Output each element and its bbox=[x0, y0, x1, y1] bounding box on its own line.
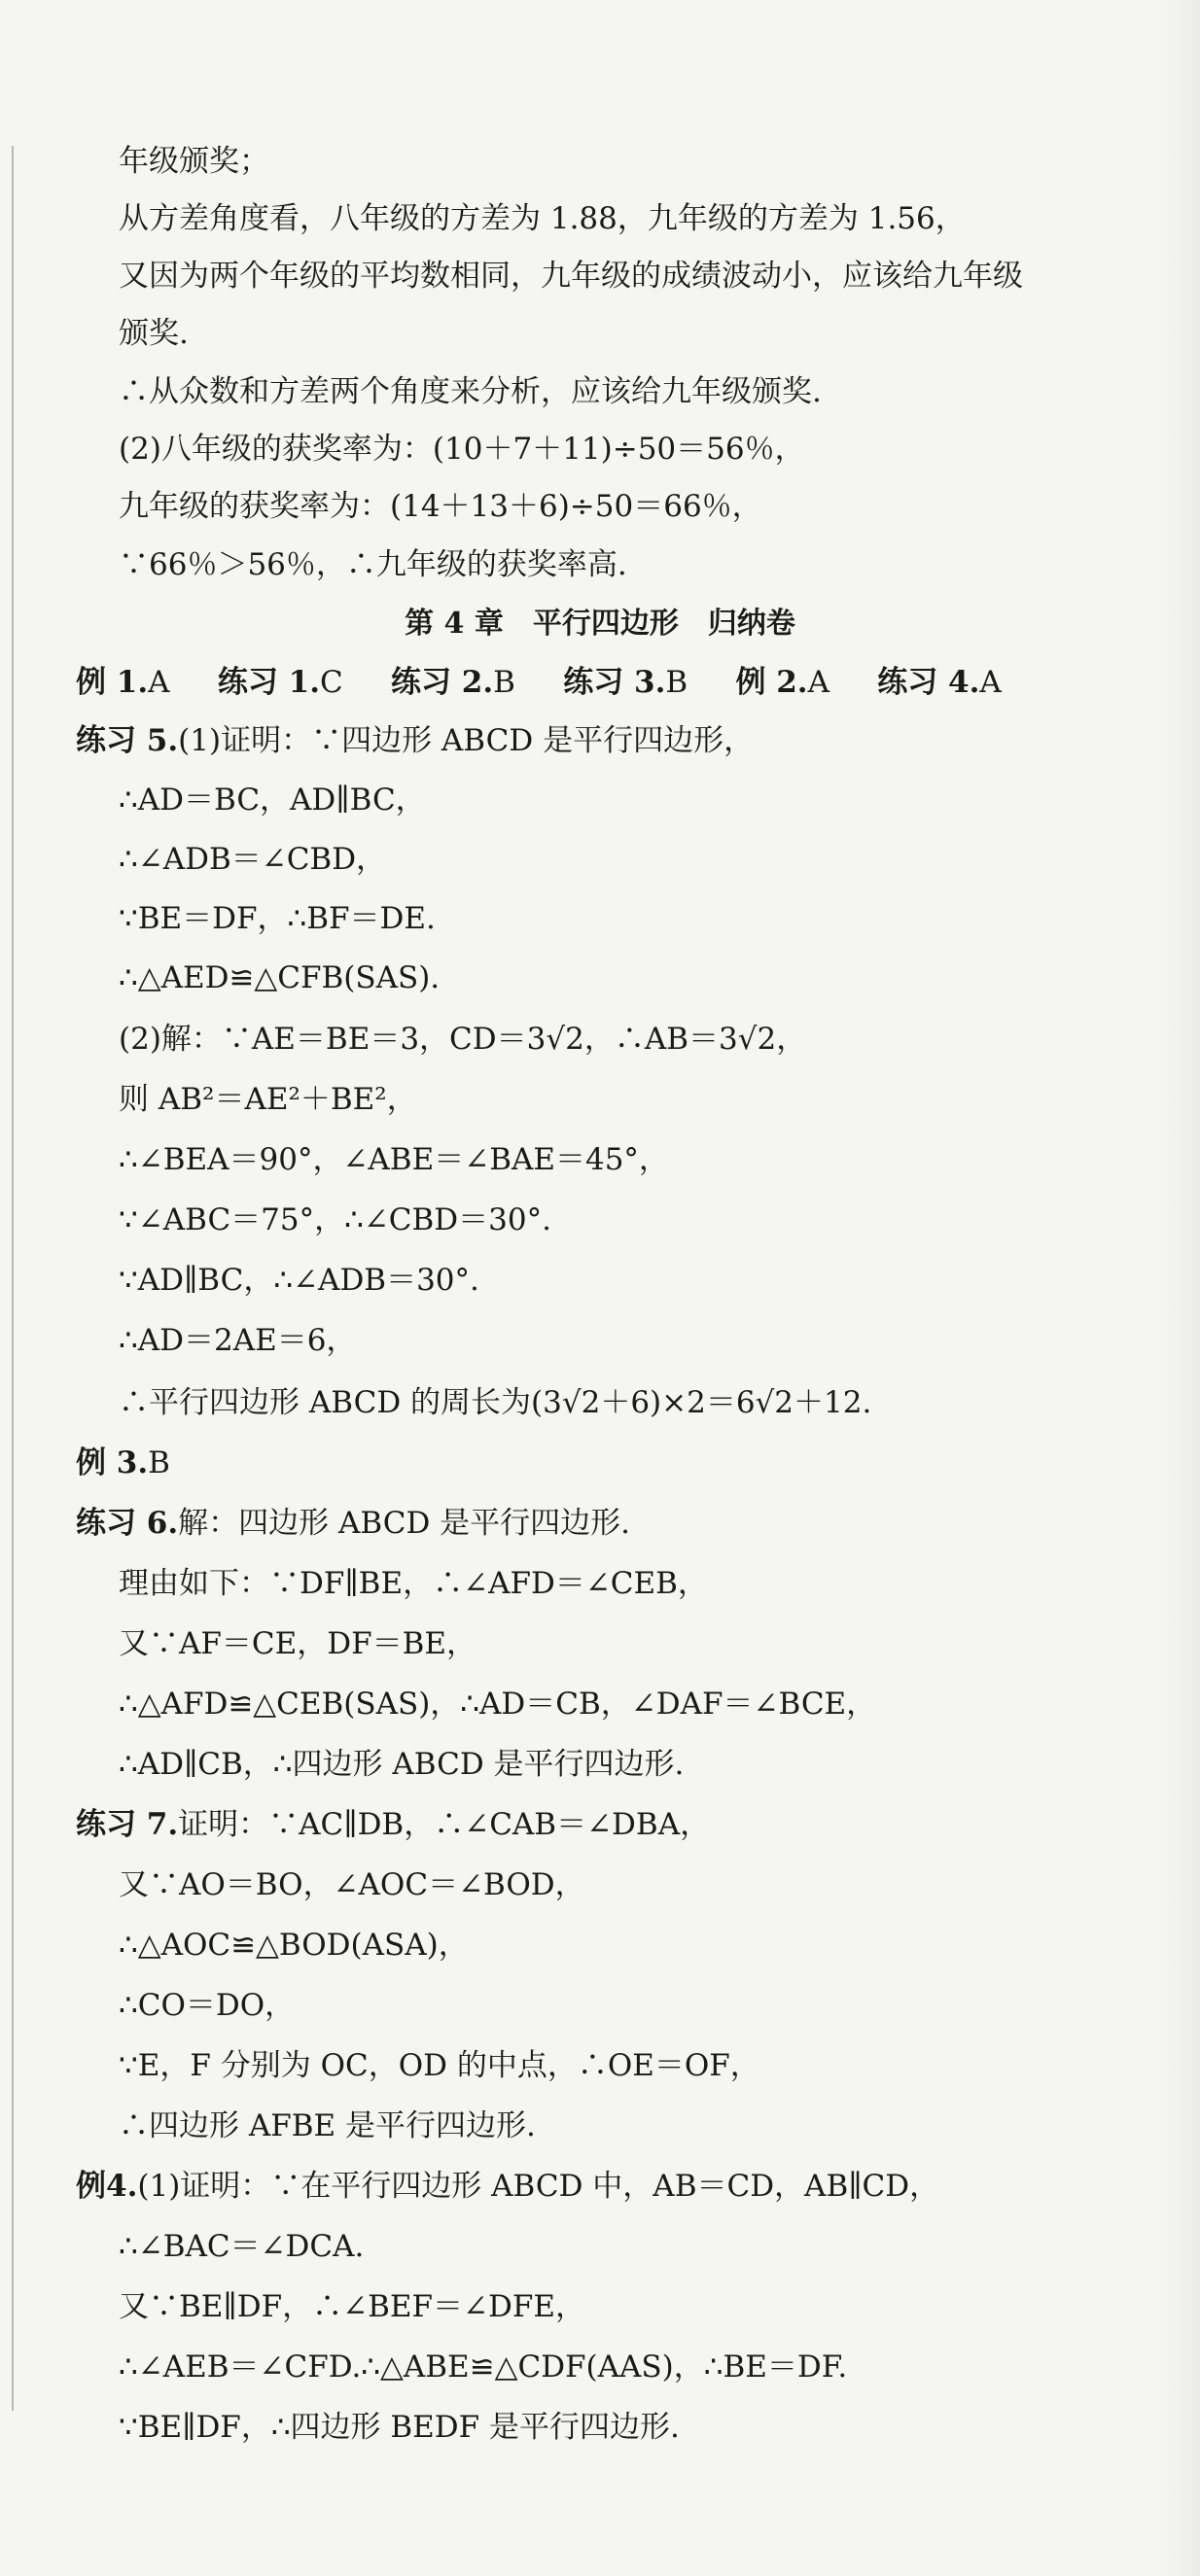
answer-label: 例 1. bbox=[76, 665, 149, 700]
text-line: 又因为两个年级的平均数相同，九年级的成绩波动小，应该给九年级 bbox=[119, 259, 1023, 294]
exercise-7-first-line bbox=[76, 1807, 710, 1842]
text-line: 理由如下：∵DF∥BE，∴∠AFD＝∠CEB， bbox=[119, 1566, 708, 1601]
answer-value: B bbox=[665, 665, 688, 700]
text-line: ∴∠AEB＝∠CFD.∴△ABE≌△CDF(AAS)，∴BE＝DF. bbox=[119, 2350, 848, 2385]
chapter-heading: 第 4 章 平行四边形 归纳卷 bbox=[405, 607, 795, 641]
answer-value: A bbox=[148, 665, 170, 700]
text-line: 则 AB²＝AE²＋BE²， bbox=[119, 1082, 417, 1117]
text-line: 年级颁奖； bbox=[119, 144, 269, 179]
example-label: 例4. bbox=[76, 2169, 138, 2204]
text-line: ∴四边形 AFBE 是平行四边形. bbox=[119, 2108, 536, 2143]
text-line: ∴平行四边形 ABCD 的周长为(3√2＋6)×2＝6√2＋12. bbox=[119, 1385, 872, 1420]
text-line: (2)解：∵AE＝BE＝3，CD＝3√2，∴AB＝3√2， bbox=[119, 1022, 807, 1057]
exercise-5-first-line bbox=[76, 723, 754, 758]
text-line: ∴∠BEA＝90°，∠ABE＝∠BAE＝45°， bbox=[119, 1142, 669, 1177]
text-line: (2)八年级的获奖率为：(10＋7＋11)÷50＝56％， bbox=[119, 432, 805, 467]
text-line: ∴△AFD≌△CEB(SAS)，∴AD＝CB，∠DAF＝∠BCE， bbox=[119, 1687, 877, 1722]
exercise-label: 练习 7. bbox=[76, 1807, 179, 1842]
text-line: 从方差角度看，八年级的方差为 1.88，九年级的方差为 1.56， bbox=[119, 201, 966, 236]
answer-value: B bbox=[493, 665, 515, 700]
answer-label: 练习 1. bbox=[217, 665, 320, 700]
text-line: ∵BE∥DF，∴四边形 BEDF 是平行四边形. bbox=[119, 2410, 680, 2445]
text-line: ∴CO＝DO， bbox=[119, 1988, 296, 2023]
text-line: 又∵AF＝CE，DF＝BE， bbox=[119, 1626, 477, 1661]
text-line: 颁奖. bbox=[119, 316, 189, 351]
text-line: ∴△AOC≌△BOD(ASA)， bbox=[119, 1928, 469, 1963]
text-line: ∴∠ADB＝∠CBD， bbox=[119, 842, 387, 877]
exercise-6-first-line bbox=[76, 1506, 630, 1541]
text-line: ∴∠BAC＝∠DCA. bbox=[119, 2229, 365, 2264]
text-line: 又∵AO＝BO，∠AOC＝∠BOD， bbox=[119, 1867, 585, 1902]
exercise-label: 练习 6. bbox=[76, 1506, 179, 1541]
answer-value: B bbox=[148, 1445, 170, 1480]
example-label: 例 3. bbox=[76, 1445, 149, 1480]
text-line: ∴AD＝2AE＝6， bbox=[119, 1323, 357, 1358]
text-line: (1)证明：∵在平行四边形 ABCD 中，AB＝CD，AB∥CD， bbox=[137, 2169, 940, 2204]
text-line: ∵66％＞56％，∴九年级的获奖率高. bbox=[119, 547, 627, 582]
answer-value: A bbox=[807, 665, 829, 700]
text-line: ∵AD∥BC，∴∠ADB＝30°. bbox=[119, 1263, 479, 1298]
answer-label: 练习 2. bbox=[391, 665, 494, 700]
text-line: ∵BE＝DF，∴BF＝DE. bbox=[119, 901, 436, 936]
answer-label: 练习 4. bbox=[877, 665, 980, 700]
answers-row bbox=[76, 665, 1002, 700]
text-line: ∴AD∥CB，∴四边形 ABCD 是平行四边形. bbox=[119, 1747, 685, 1782]
answer-value: C bbox=[319, 665, 343, 700]
text-line: ∴△AED≌△CFB(SAS). bbox=[119, 960, 441, 995]
exercise-label: 练习 5. bbox=[76, 723, 179, 758]
text-line: (1)证明：∵四边形 ABCD 是平行四边形， bbox=[178, 723, 755, 758]
text-line: ∴AD＝BC，AD∥BC， bbox=[119, 783, 426, 818]
text-line: ∵E，F 分别为 OC，OD 的中点，∴OE＝OF， bbox=[119, 2048, 760, 2083]
example-4-first-line bbox=[76, 2169, 939, 2204]
margin-rule bbox=[12, 146, 14, 2411]
text-line: 又∵BE∥DF，∴∠BEF＝∠DFE， bbox=[119, 2289, 585, 2324]
text-line: ∴从众数和方差两个角度来分析，应该给九年级颁奖. bbox=[119, 374, 822, 409]
answer-label: 练习 3. bbox=[563, 665, 666, 700]
example-3-line bbox=[76, 1445, 170, 1480]
text-line: 证明：∵AC∥DB，∴∠CAB＝∠DBA， bbox=[178, 1807, 711, 1842]
answer-label: 例 2. bbox=[735, 665, 808, 700]
text-line: 解：四边形 ABCD 是平行四边形. bbox=[178, 1506, 631, 1541]
page-edge-shadow bbox=[1161, 0, 1200, 2576]
text-line: ∵∠ABC＝75°，∴∠CBD＝30°. bbox=[119, 1202, 551, 1237]
text-line: 九年级的获奖率为：(14＋13＋6)÷50＝66％， bbox=[119, 489, 762, 524]
answer-value: A bbox=[979, 665, 1002, 700]
